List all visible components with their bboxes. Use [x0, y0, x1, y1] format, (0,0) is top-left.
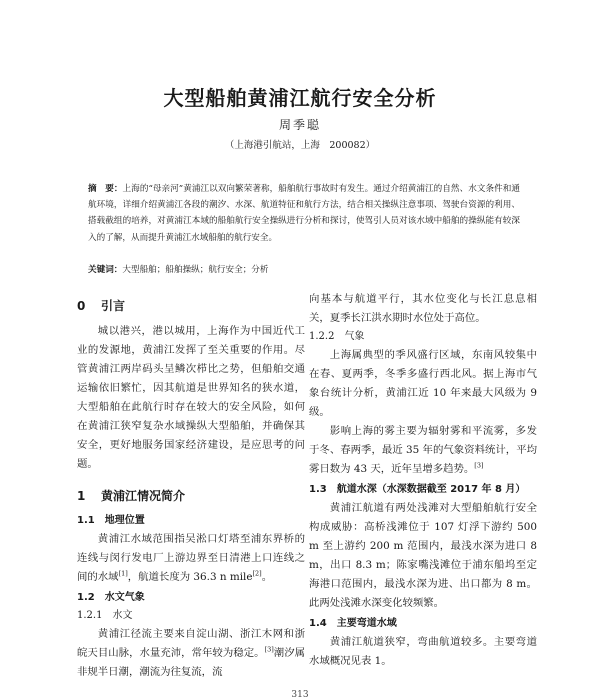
continued-paragraph: 向基本与航道平行，其水位变化与长江息息相关，夏季长江洪水期时水位处于高位。: [309, 293, 537, 324]
weather-paragraph-2: [309, 422, 537, 479]
paragraph-text: 影响上海的雾主要为辐射雾和平流雾，多发于冬、春两季，最近 35 年的气象资料统计，平均雾日数为 43 天，近年呈增多趋势。: [309, 425, 537, 475]
paragraph-text: 黄浦江水域范围指吴淞口灯塔至浦东界桥的连线与闵行发电厂上游边界至日清港上口连线之间的水域: [77, 533, 305, 583]
subsection-1-4-heading: 1.4 主要弯道水域: [309, 618, 397, 629]
subsection-1-2-1-heading: 1.2.1 水文: [77, 610, 133, 621]
subsection-1-2-1-paragraph: [77, 625, 305, 682]
subsection-1-1-paragraph: [77, 530, 305, 587]
subsection-1-2-2-heading: 1.2.2 气象: [309, 331, 365, 342]
bend-paragraph: 黄浦江航道狭窄，弯曲航道较多。主要弯道水域概况见表 1。: [309, 636, 537, 667]
citation: [3]: [264, 645, 274, 654]
keywords-text: 大型船舶；船舶操纵；航行安全；分析: [122, 265, 269, 275]
paper-title: 大型船舶黄浦江航行安全分析: [163, 86, 437, 110]
paragraph-text: 潮汐属非规半日潮，潮流为往复流，流: [77, 647, 306, 678]
keywords-label: 关键词：: [88, 265, 123, 275]
keywords: [88, 262, 520, 278]
section-title: 黄浦江情况简介: [101, 489, 186, 503]
abstract-label: 摘 要：: [88, 184, 123, 194]
abstract-text: 上海的“母亲河”黄浦江以双向繁荣著称，船舶航行事故时有发生。通过介绍黄浦江的自然、水文条件和通航环境，详细介绍黄浦江各段的潮汐、水深、航道特征和航行方法，结合相关操纵注意事项、驾驶台资源的利用、搭载截组的培养，对黄浦江本域的船舶航行安全操纵进行分析和探讨，使驾引人员对该水域中船舶的操纵能有较深入的了解，从而提升黄浦江水域船舶的航行安全。: [88, 184, 520, 243]
intro-paragraph: 城以港兴，港以城用，上海作为中国近代工业的发源地，黄浦江发挥了至关重要的作用。尽管黄浦江两岸码头呈鳞次栉比之势，但船舶交通运输依旧繁忙，因其航道是世界知名的狭水道，大型船舶在此航行时存在较大的安全风险，如何在黄浦江狭窄复杂水域操纵大型船舶，并确保其安全，更好地服务国家经济建设，是应思考的问题。: [77, 325, 305, 470]
section-number: 1: [77, 489, 86, 503]
depth-paragraph: 黄浦江航道有两处浅滩对大型船舶航行安全构成威胁：高桥浅滩位于 107 灯浮下游约 500 m 至上游约 200 m 范围内，最浅水深为进口 8 m，出口 8.3 m；陈家嘴浅滩位于浦东船坞至定海港口范围内，最浅水深为进、出口都为 8 m。此两处浅滩水深变化较频繁。: [309, 502, 537, 609]
right-column: [309, 290, 537, 671]
left-column: [77, 290, 305, 682]
section-title: 引言: [101, 299, 126, 313]
page-number: 313: [291, 690, 309, 700]
subsection-1-2-heading: 1.2 水文气象: [77, 592, 145, 603]
author-affiliation: （上海港引航站，上海 200082）: [224, 140, 376, 151]
citation: [3]: [474, 461, 484, 470]
section-intro-heading: [77, 296, 305, 316]
citation: [1]: [118, 569, 128, 578]
paragraph-text: 黄浦江径流主要来自淀山湖、浙江木网和浙皖天目山脉，水量充沛，常年较为稳定。: [77, 628, 305, 659]
section-1-heading: [77, 486, 305, 506]
abstract: [88, 181, 520, 246]
subsection-1-1-heading: 1.1 地理位置: [77, 515, 145, 526]
citation: [2]: [252, 569, 262, 578]
paragraph-text: ，航道长度为 36.3 n mile: [127, 571, 253, 583]
subsection-1-3-heading: 1.3 航道水深（水深数据截至 2017 年 8 月）: [309, 484, 526, 495]
section-number: 0: [77, 299, 86, 313]
weather-paragraph-1: 上海属典型的季风盛行区域，东南风较集中在春、夏两季，冬季多盛行西北风。据上海市气象台统计分析，黄浦江近 10 年来最大风级为 9 级。: [309, 349, 537, 418]
author-name: 周季聪: [278, 118, 321, 132]
paragraph-text: 。: [261, 571, 273, 583]
